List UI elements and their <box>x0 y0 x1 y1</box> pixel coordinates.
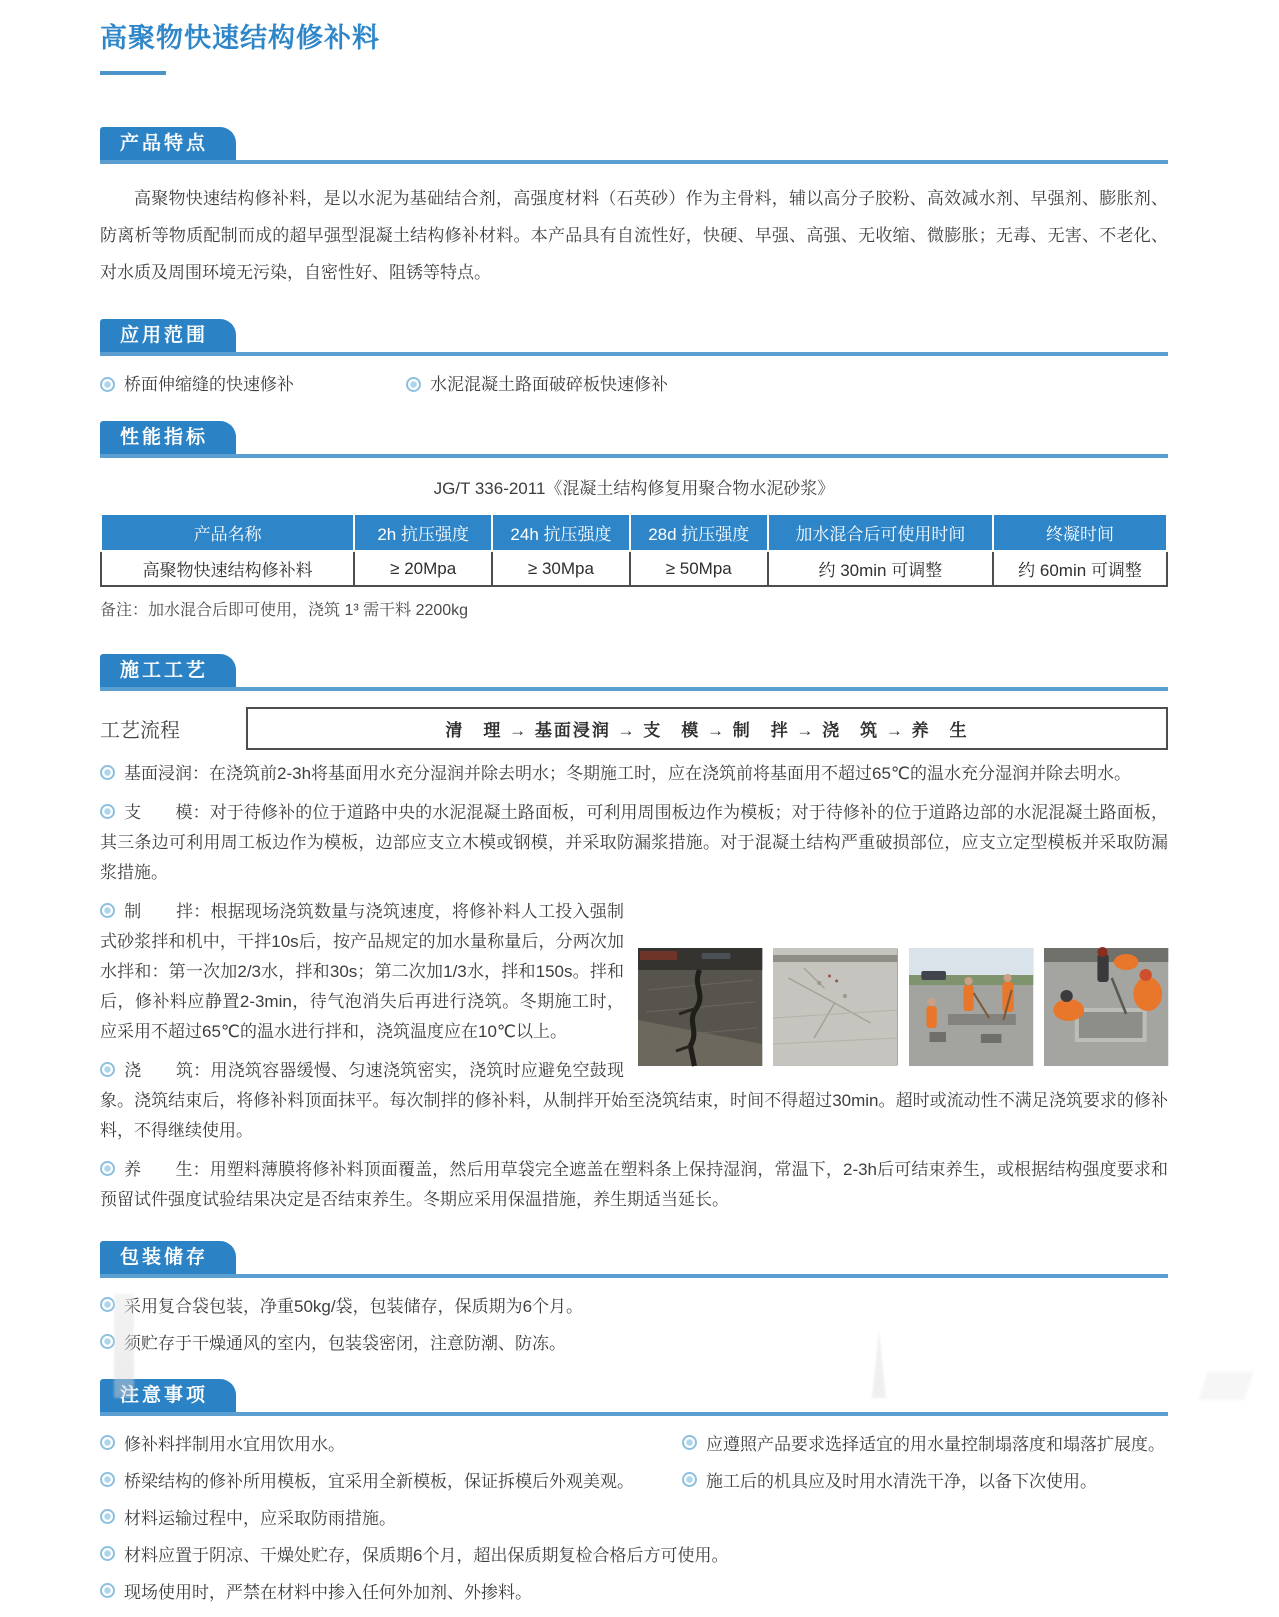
section-header-performance <box>100 421 1168 458</box>
process-step <box>100 798 1168 888</box>
process-step <box>100 1155 1168 1215</box>
flow-label: 工艺流程 <box>100 720 180 742</box>
note-item <box>100 1469 682 1495</box>
packaging-item-text: 须贮存于干燥通风的室内，包装袋密闭，注意防潮、防冻。 <box>124 1334 566 1353</box>
process-step-text: 养 生：用塑料薄膜将修补料顶面覆盖，然后用草袋完全遮盖在塑料条上保持湿润，常温下，2-3h后可结束养生，或根据结构强度要求和预留试件强度试验结果决定是否结束养生。冬期应采用保温措施，养生期适当延长。 <box>100 1160 1168 1209</box>
flow-diagram: 清 理 → 基面浸润 → 支 模 → 制 拌 → 浇 筑 → 养 生 <box>246 707 1168 750</box>
process-step-text: 基面浸润：在浇筑前2-3h将基面用水充分湿润并除去明水；冬期施工时，应在浇筑前将基面用不超过65℃的温水充分湿润并除去明水。 <box>124 764 1132 783</box>
packaging-item-text: 采用复合袋包装，净重50kg/袋，包装储存，保质期为6个月。 <box>124 1297 584 1316</box>
packaging-item <box>100 1294 1168 1320</box>
note-item-text: 现场使用时，严禁在材料中掺入任何外加剂、外掺料。 <box>124 1583 532 1602</box>
note-item-text: 桥梁结构的修补所用模板，宜采用全新模板，保证拆模后外观美观。 <box>124 1472 634 1491</box>
note-item <box>682 1432 1168 1458</box>
section-tab-performance: 性能指标 <box>100 421 236 454</box>
ring-bullet-icon <box>682 1472 697 1487</box>
application-item-label: 桥面伸缩缝的快速修补 <box>124 375 294 394</box>
ring-bullet-icon <box>406 377 421 392</box>
ring-bullet-icon <box>100 765 115 780</box>
section-header-notes <box>100 1379 1168 1416</box>
workers-pouring-repair-art <box>1044 948 1168 1066</box>
ring-bullet-icon <box>100 377 115 392</box>
col-header-product-name: 产品名称 <box>101 514 354 551</box>
process-step-text: 支 模：对于待修补的位于道路中央的水泥混凝土路面板，可利用周围板边作为模板；对于待修补的位于道路边部的水泥混凝土路面板，其三条边可利用周工板边作为模板，边部应支立木模或钢模，并采取防漏浆措施。对于混凝土结构严重破损部位，应支立定型模板并采取防漏浆措施。 <box>100 803 1168 882</box>
watermark-artifact <box>1198 1372 1253 1400</box>
process-step <box>100 759 1168 789</box>
table-row <box>101 551 1167 586</box>
table-note: 备注：加水混合后即可使用，浇筑 1³ 需干料 2200kg <box>100 602 469 619</box>
col-header-24h-strength: 24h 抗压强度 <box>492 514 630 551</box>
section-tab-notes: 注意事项 <box>100 1379 236 1412</box>
note-item <box>682 1469 1168 1495</box>
cell-28d-strength: ≥ 50Mpa <box>630 551 768 586</box>
col-header-final-set-time: 终凝时间 <box>993 514 1167 551</box>
broken-concrete-slab-photo <box>773 948 897 1066</box>
features-paragraph: 高聚物快速结构修补料，是以水泥为基础结合剂，高强度材料（石英砂）作为主骨料，辅以高分子胶粉、高效减水剂、早强剂、膨胀剂、防离析等物质配制而成的超早强型混凝土结构修补材料。本产品具有自流性好，快硬、早强、高强、无收缩、微膨胀；无毒、无害、不老化、对水质及周围环境无污染，自密性好、阻锈等特点。 <box>100 189 1168 282</box>
ring-bullet-icon <box>100 1062 115 1077</box>
standard-reference: JG/T 336-2011《混凝土结构修复用聚合物水泥砂浆》 <box>433 479 835 498</box>
workers-repairing-road-art <box>909 948 1033 1066</box>
workers-pouring-repair-photo <box>1044 948 1168 1066</box>
ring-bullet-icon <box>100 903 115 918</box>
section-tab-application: 应用范围 <box>100 319 236 352</box>
section-tab-process: 施工工艺 <box>100 654 236 687</box>
ring-bullet-icon <box>100 804 115 819</box>
cell-product-name: 高聚物快速结构修补料 <box>101 551 354 586</box>
cracked-dark-pavement-art <box>638 948 762 1066</box>
performance-table-body <box>101 551 1167 586</box>
cell-usable-time: 约 30min 可调整 <box>768 551 993 586</box>
page-content <box>100 0 1168 1617</box>
note-item-text: 修补料拌制用水宜用饮用水。 <box>124 1435 345 1454</box>
ring-bullet-icon <box>100 1334 115 1349</box>
ring-bullet-icon <box>100 1472 115 1487</box>
table-header-row <box>101 514 1167 551</box>
process-flow-row <box>100 707 1168 750</box>
note-item-text: 材料应置于阴凉、干燥处贮存，保质期6个月，超出保质期复检合格后方可使用。 <box>124 1546 729 1565</box>
section-header-packaging <box>100 1241 1168 1278</box>
application-list <box>100 374 1168 395</box>
section-header-process <box>100 654 1168 691</box>
section-header-features <box>100 127 1168 164</box>
title-underline <box>100 71 166 75</box>
note-item-text: 应遵照产品要求选择适宜的用水量控制塌落度和塌落扩展度。 <box>706 1435 1165 1454</box>
note-item-text: 材料运输过程中，应采取防雨措施。 <box>124 1509 396 1528</box>
cracked-dark-pavement-photo <box>638 948 762 1066</box>
process-step-text: 制 拌：根据现场浇筑数量与浇筑速度，将修补料人工投入强制式砂浆拌和机中，干拌10s后，按产品规定的加水量称量后，分两次加水拌和：第一次加2/3水，拌和30s；第二次加1/3水，拌和150s。拌和后，修补料应静置2-3min，待气泡消失后再进行浇筑。冬期施工时，应采用不超过65℃的温水进行拌和，浇筑温度应在10℃以上。 <box>100 902 624 1041</box>
process-steps <box>100 759 1168 1215</box>
packaging-list <box>100 1294 1168 1357</box>
application-item <box>406 374 668 395</box>
section-tab-features: 产品特点 <box>100 127 236 160</box>
notes-list <box>100 1432 1168 1617</box>
construction-photo-strip <box>638 948 1168 1066</box>
cell-final-set-time: 约 60min 可调整 <box>993 551 1167 586</box>
performance-table <box>100 513 1168 587</box>
performance-table-head <box>101 514 1167 551</box>
ring-bullet-icon <box>100 1435 115 1450</box>
ring-bullet-icon <box>100 1509 115 1524</box>
ring-bullet-icon <box>100 1583 115 1598</box>
ring-bullet-icon <box>100 1161 115 1176</box>
note-item <box>100 1543 1168 1569</box>
col-header-2h-strength: 2h 抗压强度 <box>354 514 492 551</box>
note-item <box>100 1506 1168 1532</box>
note-item-text: 施工后的机具应及时用水清洗干净，以备下次使用。 <box>706 1472 1097 1491</box>
broken-concrete-slab-art <box>773 948 897 1066</box>
cell-24h-strength: ≥ 30Mpa <box>492 551 630 586</box>
ring-bullet-icon <box>682 1435 697 1450</box>
section-header-application <box>100 319 1168 356</box>
ring-bullet-icon <box>100 1297 115 1312</box>
col-header-28d-strength: 28d 抗压强度 <box>630 514 768 551</box>
process-step-text: 浇 筑：用浇筑容器缓慢、匀速浇筑密实，浇筑时应避免空鼓现象。浇筑结束后，将修补料顶面抹平。每次制拌的修补料，从制拌开始至浇筑结束，时间不得超过30min。超时或流动性不满足浇筑要求的修补料，不得继续使用。 <box>100 1061 1168 1140</box>
note-item <box>100 1580 1168 1606</box>
note-item <box>100 1432 682 1458</box>
workers-repairing-road-photo <box>909 948 1033 1066</box>
process-step <box>100 1056 1168 1146</box>
ring-bullet-icon <box>100 1546 115 1561</box>
section-tab-packaging: 包装储存 <box>100 1241 236 1274</box>
col-header-usable-time: 加水混合后可使用时间 <box>768 514 993 551</box>
packaging-item <box>100 1331 1168 1357</box>
application-item-label: 水泥混凝土路面破碎板快速修补 <box>430 375 668 394</box>
application-item <box>100 374 406 395</box>
page-title: 高聚物快速结构修补料 <box>100 23 380 53</box>
cell-2h-strength: ≥ 20Mpa <box>354 551 492 586</box>
